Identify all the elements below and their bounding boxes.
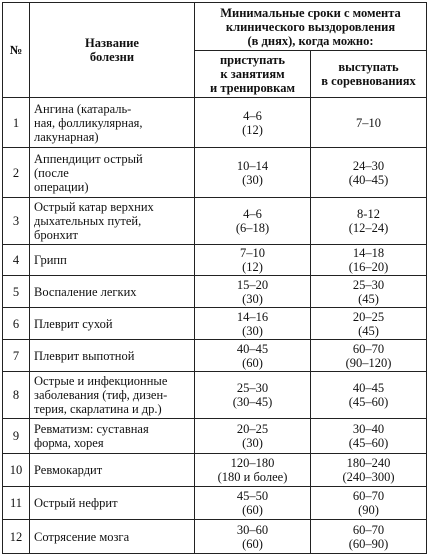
training-days xyxy=(195,245,311,276)
competition-days xyxy=(311,340,427,372)
row-number: 9 xyxy=(3,419,30,454)
disease-name xyxy=(30,148,195,198)
disease-name-line: операции) xyxy=(34,179,89,194)
row-number: 12 xyxy=(3,520,30,554)
training-days-line: (30–45) xyxy=(232,395,273,409)
table-row xyxy=(3,308,427,340)
competition-days-line: (90) xyxy=(358,503,379,517)
disease-name-line: Острый катар верхних xyxy=(34,200,154,214)
disease-name xyxy=(30,198,195,245)
competition-days-line: 25–30 xyxy=(352,277,385,292)
training-days-line: 40–45 xyxy=(236,341,269,356)
row-number: 8 xyxy=(3,372,30,419)
training-days-line: (6–18) xyxy=(235,221,270,235)
competition-days-line: (240–300) xyxy=(342,470,395,484)
training-days-line: (30) xyxy=(242,436,263,450)
row-number: 6 xyxy=(3,308,30,340)
training-days-line: (60) xyxy=(242,355,263,370)
disease-name-line: Плеврит сухой xyxy=(34,316,113,331)
competition-days xyxy=(311,520,427,554)
competition-days-line: (45) xyxy=(358,323,379,338)
competition-days xyxy=(311,98,427,148)
competition-days-line: 24–30 xyxy=(352,158,385,173)
table-row xyxy=(3,98,427,148)
training-days-line: (12) xyxy=(242,260,263,274)
disease-name-line: Ангина (катараль- xyxy=(34,101,132,116)
row-number: 11 xyxy=(3,487,30,520)
table-row xyxy=(3,372,427,419)
training-days-line: 7–10 xyxy=(240,246,265,260)
disease-name-line: дыхательных путей, xyxy=(34,214,142,228)
table-row xyxy=(3,245,427,276)
training-days xyxy=(195,454,311,487)
table-body xyxy=(3,98,427,554)
competition-days-line: 20–25 xyxy=(352,309,385,324)
table-row xyxy=(3,487,427,520)
disease-name-line: бронхит xyxy=(34,228,78,242)
disease-name-line: Ревматизм: суставная xyxy=(34,422,149,436)
competition-days xyxy=(311,308,427,340)
competition-days-line: 60–70 xyxy=(352,341,385,356)
competition-days-line: 180–240 xyxy=(346,456,391,470)
competition-days-line: (16–20) xyxy=(348,260,389,274)
competition-days-line: 8-12 xyxy=(357,207,380,221)
disease-name-line: форма, хорея xyxy=(34,436,104,450)
training-days xyxy=(195,340,311,372)
header-number: № xyxy=(3,3,30,98)
training-days-line: 20–25 xyxy=(236,422,269,436)
competition-days-line: (40–45) xyxy=(348,172,389,187)
disease-name xyxy=(30,487,195,520)
competition-days xyxy=(311,454,427,487)
disease-name xyxy=(30,245,195,276)
header-minimum-terms: Минимальные сроки с момента клинического выздоровления (в днях), когда можно: xyxy=(195,3,427,51)
disease-name-line: Острые и инфекционные xyxy=(34,374,168,388)
disease-name-line: Острый нефрит xyxy=(34,496,118,510)
training-days-line: (30) xyxy=(242,323,263,338)
training-days xyxy=(195,98,311,148)
training-days-line: 4–6 xyxy=(243,207,262,221)
table-row xyxy=(3,198,427,245)
disease-name-line: ная, фолликулярная, xyxy=(34,115,143,130)
table-row xyxy=(3,419,427,454)
table-row xyxy=(3,340,427,372)
training-days-line: (12) xyxy=(242,122,263,137)
row-number: 2 xyxy=(3,148,30,198)
header-training: приступать к занятиям и тренировкам xyxy=(195,51,311,98)
disease-name xyxy=(30,419,195,454)
row-number: 4 xyxy=(3,245,30,276)
competition-days-line: (45) xyxy=(358,291,379,306)
competition-days-line: 14–18 xyxy=(352,246,385,260)
row-number: 7 xyxy=(3,340,30,372)
competition-days-line: (12–24) xyxy=(348,221,389,235)
training-days-line: 25–30 xyxy=(236,381,269,395)
disease-name-line: терия, скарлатина и др.) xyxy=(34,402,162,416)
table-row xyxy=(3,520,427,554)
row-number: 3 xyxy=(3,198,30,245)
competition-days xyxy=(311,372,427,419)
disease-name xyxy=(30,372,195,419)
competition-days xyxy=(311,245,427,276)
training-days xyxy=(195,520,311,554)
competition-days xyxy=(311,487,427,520)
training-days-line: (180 и более) xyxy=(217,470,288,484)
training-days-line: (30) xyxy=(242,172,263,187)
disease-name-line: Сотрясение мозга xyxy=(34,529,130,544)
competition-days-line: 60–70 xyxy=(352,522,385,537)
competition-days-line: (60–90) xyxy=(348,536,389,551)
competition-days-line: (45–60) xyxy=(348,395,389,409)
disease-name-line: заболевания (тиф, дизен- xyxy=(34,388,168,402)
disease-name-line: Ревмокардит xyxy=(34,463,103,477)
training-days xyxy=(195,487,311,520)
disease-name-line: (после xyxy=(34,165,69,180)
competition-days xyxy=(311,148,427,198)
disease-name xyxy=(30,308,195,340)
competition-days xyxy=(311,198,427,245)
training-days-line: 4–6 xyxy=(243,108,262,123)
training-days xyxy=(195,372,311,419)
competition-days xyxy=(311,419,427,454)
disease-name-line: Грипп xyxy=(34,253,67,267)
table-row xyxy=(3,454,427,487)
training-days-line: 15–20 xyxy=(236,277,269,292)
disease-name-line: лакунарная) xyxy=(34,129,99,144)
disease-name xyxy=(30,454,195,487)
training-days-line: 120–180 xyxy=(230,456,275,470)
training-days-line: 30–60 xyxy=(236,522,269,537)
competition-days xyxy=(311,276,427,308)
competition-days-line: 30–40 xyxy=(352,422,385,436)
competition-days-line: 7–10 xyxy=(356,115,381,130)
disease-name xyxy=(30,340,195,372)
disease-name-line: Воспаление легких xyxy=(34,284,137,299)
disease-name-line: Аппендицит острый xyxy=(34,151,143,166)
row-number: 10 xyxy=(3,454,30,487)
disease-name xyxy=(30,98,195,148)
competition-days-line: 60–70 xyxy=(352,489,385,503)
disease-name-line: Плеврит выпотной xyxy=(34,348,135,363)
row-number: 1 xyxy=(3,98,30,148)
table-row xyxy=(3,148,427,198)
training-days xyxy=(195,198,311,245)
header-competition: выступать в соревнованиях xyxy=(311,51,427,98)
training-days xyxy=(195,308,311,340)
header-disease-name: Название болезни xyxy=(30,3,195,98)
row-number: 5 xyxy=(3,276,30,308)
competition-days-line: (45–60) xyxy=(348,436,389,450)
disease-name xyxy=(30,276,195,308)
training-days-line: (60) xyxy=(242,536,263,551)
recovery-table xyxy=(2,2,427,554)
training-days xyxy=(195,419,311,454)
training-days-line: 45–50 xyxy=(236,489,269,503)
competition-days-line: 40–45 xyxy=(352,381,385,395)
training-days-line: 14–16 xyxy=(236,309,269,324)
training-days xyxy=(195,148,311,198)
training-days-line: (30) xyxy=(242,291,263,306)
competition-days-line: (90–120) xyxy=(345,355,392,370)
disease-name xyxy=(30,520,195,554)
table-row xyxy=(3,276,427,308)
training-days-line: (60) xyxy=(242,503,263,517)
training-days xyxy=(195,276,311,308)
training-days-line: 10–14 xyxy=(236,158,269,173)
